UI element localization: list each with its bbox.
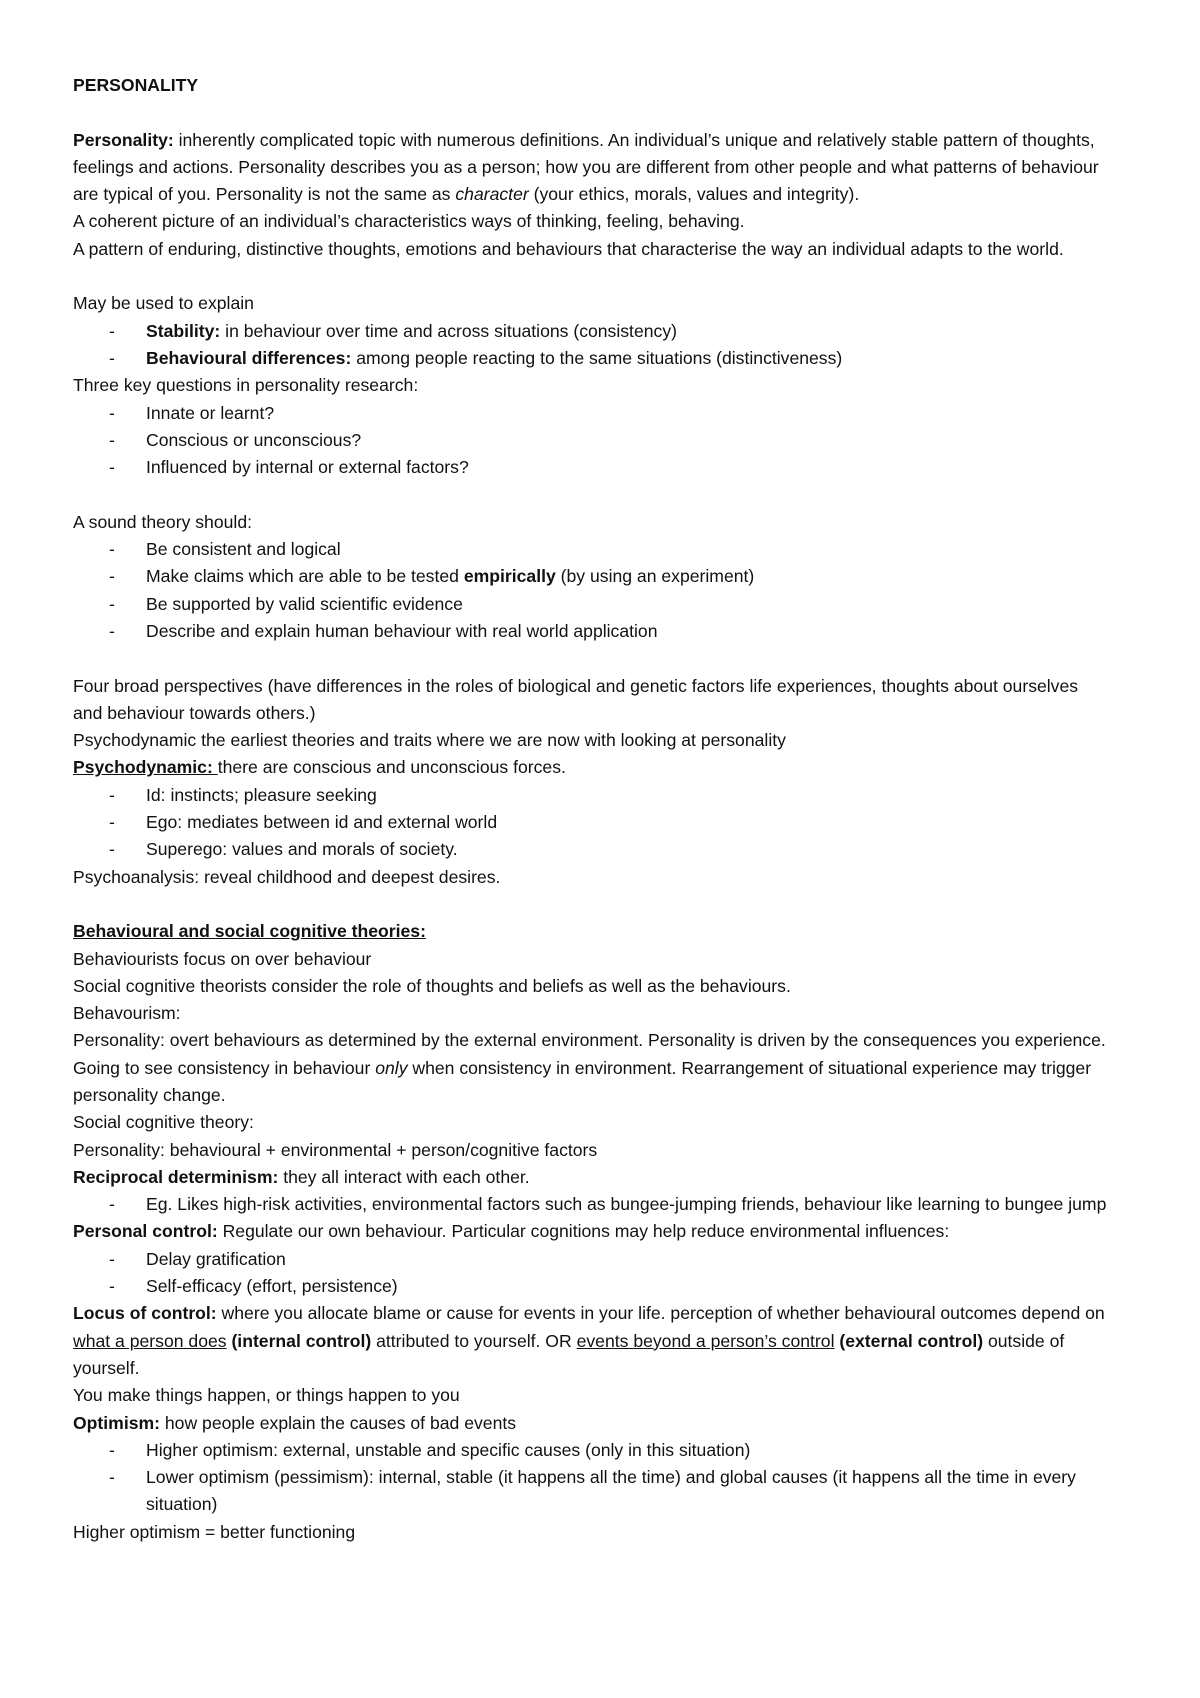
list-item: - Id: instincts; pleasure seeking [146,782,1110,809]
bold-phrase: (external control) [834,1330,984,1351]
paragraph: A coherent picture of an individual’s characteristics ways of thinking, feeling, behaving. [73,211,745,232]
paragraph: Personality: behavioural + environmental + person/cognitive factors [73,1139,598,1160]
bullet-list [73,400,1110,482]
item-text: among people reacting to the same situations (distinctiveness) [351,347,843,368]
list-item: - Self-efficacy (effort, persistence) [146,1273,1110,1300]
personal-control [73,1218,1110,1245]
section-heading: Three key questions in personality research: [73,375,419,396]
definition-text-end: (your ethics, morals, values and integrity). [528,184,860,205]
page-title: PERSONALITY [73,75,199,95]
paragraph: Psychodynamic the earliest theories and traits where we are now with looking at personality [73,730,786,751]
paragraph: Behaviourists focus on over behaviour [73,948,372,969]
underlined-phrase: what a person does [73,1330,227,1351]
locus-of-control [73,1300,1110,1382]
paragraph: You make things happen, or things happen to you [73,1385,460,1406]
spacer [73,891,1110,918]
paragraph: Behavourism: [73,1003,181,1024]
list-item: - Conscious or unconscious? [146,427,1110,454]
list-item: - Describe and explain human behaviour with real world application [146,618,1110,645]
term-label: Stability: [146,320,221,341]
italic-term: character [455,184,529,205]
list-item: - Innate or learnt? [146,400,1110,427]
list-item [146,345,1110,372]
definition-text: how people explain the causes of bad events [160,1412,517,1433]
section-heading: May be used to explain [73,293,254,314]
personality-definition [73,127,1110,209]
list-item: - Eg. Likes high-risk activities, environmental factors such as bungee-jumping friends, behaviour like learning to bungee jump [146,1191,1110,1218]
definition-text: there are conscious and unconscious forces. [217,757,566,778]
definition-text: outside of yourself. [73,1330,1065,1378]
list-item [146,318,1110,345]
paragraph: Social cognitive theory: [73,1112,254,1133]
term-label: Behavioural differences: [146,347,352,368]
list-item: - Higher optimism: external, unstable and specific causes (only in this situation) [146,1437,1110,1464]
list-item: - Be supported by valid scientific evidence [146,591,1110,618]
paragraph: Higher optimism = better functioning [73,1521,356,1542]
item-text: in behaviour over time and across situations (consistency) [220,320,677,341]
bullet-list [73,536,1110,645]
spacer [73,645,1110,672]
paragraph: Psychoanalysis: reveal childhood and deepest desires. [73,866,501,887]
list-item: - Be consistent and logical [146,536,1110,563]
paragraph-text: Personality: overt behaviours as determined by the external environment. Personality is driven by the consequences you experience. Going to see consistency in behaviour [73,1030,1106,1078]
bullet-list [73,1437,1110,1519]
term-label: Personal control: [73,1221,218,1242]
definition-text: inherently complicated topic with numerous definitions. An individual’s unique and relatively stable pattern of thoughts, feelings and actions. Personality describes you as a person; how you are different from other people and what patterns of behaviour are typical of you. Personality is not the same as [73,129,1099,205]
term-label: Psychodynamic: [73,757,218,778]
section-heading: Behavioural and social cognitive theories: [73,921,426,942]
paragraph-text: when consistency in environment. Rearrangement of situational experience may trigger personality change. [73,1057,1092,1105]
section-heading: A sound theory should: [73,511,252,532]
term-label: Reciprocal determinism: [73,1166,279,1187]
bullet-list [73,782,1110,864]
list-item: - Delay gratification [146,1246,1110,1273]
paragraph: Social cognitive theorists consider the role of thoughts and beliefs as well as the behaviours. [73,975,791,996]
list-item: - Lower optimism (pessimism): internal, stable (it happens all the time) and global causes (it happens all the time in every situation) [146,1464,1110,1519]
term-label: Optimism: [73,1412,160,1433]
paragraph: A pattern of enduring, distinctive thoughts, emotions and behaviours that characterise the way an individual adapts to the world. [73,238,1064,259]
item-text: (by using an experiment) [555,566,755,587]
optimism-definition [73,1410,1110,1437]
bullet-list [73,1191,1110,1218]
underlined-phrase: events beyond a person’s control [576,1330,835,1351]
item-text: Make claims which are able to be tested [146,566,464,587]
psychodynamic-definition [73,754,1110,781]
bullet-list [73,318,1110,373]
paragraph: Four broad perspectives (have differences in the roles of biological and genetic factors life experiences, thoughts about ourselves and behaviour towards others.) [73,675,1079,723]
definition-text: attributed to yourself. OR [371,1330,577,1351]
list-item: - Influenced by internal or external factors? [146,454,1110,481]
spacer [73,481,1110,508]
reciprocal-determinism [73,1164,1110,1191]
term-label: Locus of control: [73,1303,217,1324]
list-item: - Ego: mediates between id and external world [146,809,1110,836]
bold-phrase: (internal control) [226,1330,372,1351]
term-label: Personality: [73,129,174,150]
bold-term: empirically [463,566,556,587]
spacer [73,99,1110,126]
definition-text: where you allocate blame or cause for events in your life. perception of whether behavioural outcomes depend on [216,1303,1105,1324]
list-item [146,563,1110,590]
spacer [73,263,1110,290]
definition-text: they all interact with each other. [278,1166,530,1187]
italic-term: only [375,1057,408,1078]
bullet-list [73,1246,1110,1301]
definition-text: Regulate our own behaviour. Particular cognitions may help reduce environmental influences: [217,1221,950,1242]
list-item: - Superego: values and morals of society. [146,836,1110,863]
paragraph [73,1027,1110,1109]
